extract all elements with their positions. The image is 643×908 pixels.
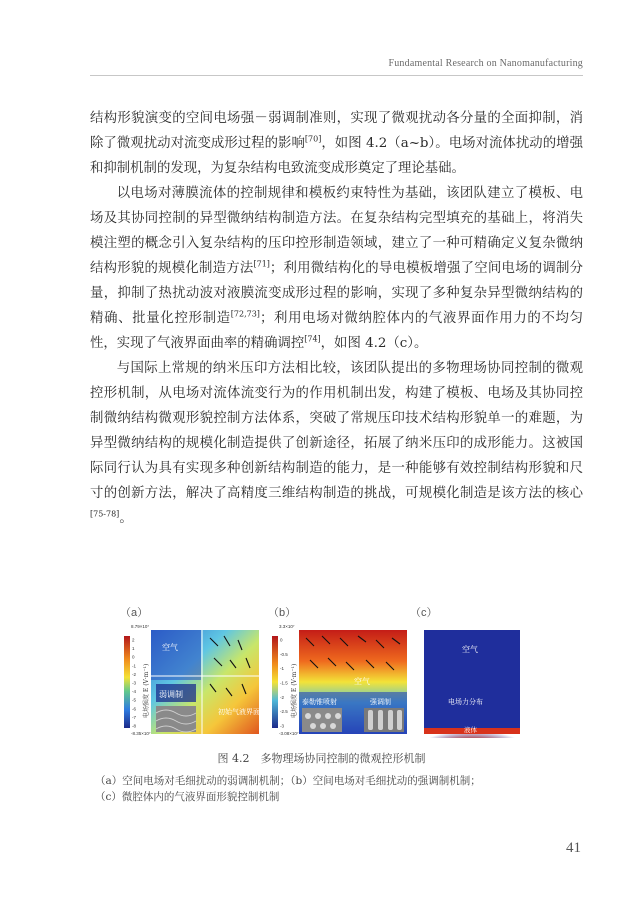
- panel-b: [266, 618, 416, 738]
- subcaption-line-2: （c）微腔体内的气液界面形貌控制机制: [95, 791, 280, 803]
- figure-4-2: [118, 604, 548, 746]
- text-segment: ，如图 4.2（a~b）。电场对流体扰动的增强和抑制机制的发现，为复杂结构电致流变成形奠定了理论基础。: [90, 136, 583, 176]
- colorbar-tick-label: -6: [132, 706, 137, 712]
- panel-a-weak-label: 弱调制: [159, 690, 183, 699]
- panel-b-cbar-max: 3.3×10⁷: [279, 624, 295, 629]
- panel-b-taylor-label: 泰勒锥喷射: [302, 698, 337, 706]
- citation-ref: [74]: [304, 334, 321, 344]
- colorbar-tick-label: -8: [132, 723, 137, 729]
- colorbar-tick-label: -2: [132, 671, 137, 677]
- panel-c: [418, 618, 528, 738]
- paragraph-2: [90, 181, 583, 356]
- citation-ref: [75-78]: [90, 509, 120, 519]
- panel-b-ticks: [280, 638, 288, 729]
- colorbar-tick-label: -4: [132, 689, 137, 695]
- panel-b-label: （b）: [268, 607, 297, 619]
- panel-c-label: （c）: [410, 607, 438, 619]
- running-header: Fundamental Research on Nanomanufacturing: [388, 58, 583, 69]
- panel-b-axis-label: 电场强度 E (V·m⁻¹): [291, 663, 298, 718]
- colorbar-tick-label: -1.5: [280, 680, 288, 686]
- text-segment: 与国际上常规的纳米压印方法相比较，该团队提出的多物理场协同控制的微观控形机制，从电场对流体流变行为的作用机制出发，构建了模板、电场及其协同控制微纳结构微观形貌控制方法体系，突破了常规压印技术结构形貌单一的难题，为异型微纳结构的规模化制造提供了创新途径，拓展了纳米压印的成形能力。这被国际同行认为具有实现多种创新结构制造的能力，是一种能够有效控制结构形貌和尺寸的创新方法，解决了高精度三维结构制造的挑战，可规模化制造是该方法的核心: [90, 361, 583, 501]
- colorbar-tick-label: -2: [280, 694, 285, 700]
- panel-a-cbar-max: 8.79×10⁷: [131, 624, 150, 629]
- panel-c-air-label: 空气: [462, 645, 478, 654]
- colorbar-tick-label: -0.5: [280, 651, 288, 657]
- header-rule: [90, 75, 583, 76]
- panel-c-force-label: 电场力分布: [448, 698, 483, 706]
- panel-a-sem-image: [156, 706, 196, 732]
- panel-a-label: （a）: [120, 607, 149, 619]
- colorbar-tick-label: 0: [132, 654, 135, 660]
- colorbar-tick-label: -5: [132, 697, 137, 703]
- text-segment: 结构形貌演变的空间电场强－弱调制准则，实现了微观扰动各分量的全面抑制，消除了微观扰动对流变成形过程的影响: [90, 111, 583, 151]
- text-segment: ；利用电场对微纳腔体内的气液界面作用力的不均匀性，实现了气液界面曲率的精确调控: [90, 311, 584, 351]
- panel-a-axis-label: 电场强度 E (V·m⁻¹): [143, 663, 150, 718]
- citation-ref: [72,73]: [230, 309, 260, 319]
- panel-b-strong-label: 强调制: [370, 698, 391, 706]
- figure-subcaptions: [95, 773, 481, 805]
- panel-c-liquid-label: 液体: [464, 726, 477, 734]
- paragraph-1: [90, 106, 583, 181]
- figure-caption: 图 4.2 多物理场协同控制的微观控形机制: [217, 752, 426, 765]
- colorbar-tick-label: -3: [132, 680, 137, 686]
- panel-a-cbar-min: -8.35×10⁷: [131, 731, 151, 736]
- text-segment: 。: [119, 511, 133, 526]
- citation-ref: [70]: [304, 134, 322, 144]
- panel-a: [118, 618, 268, 738]
- panel-a-ticks: [132, 638, 136, 729]
- colorbar-tick-label: 2: [132, 637, 135, 643]
- colorbar-tick-label: -2.5: [280, 709, 288, 715]
- panel-a-colorbar: [124, 636, 130, 728]
- text-segment: ；利用微结构化的导电模板增强了空间电场的调制分量，抑制了热扰动波对液膜流变成形过程的影响，实现了多种复杂异型微纳结构的精确、批量化控形制造: [90, 261, 584, 326]
- panel-a-interface-label: [218, 707, 260, 716]
- colorbar-tick-label: -7: [132, 714, 137, 720]
- panel-a-interface-label-text: 初始气液界面: [218, 708, 260, 716]
- subcaption-line-1: （a）空间电场对毛细扰动的弱调制机制；（b）空间电场对毛细扰动的强调制机制；: [95, 775, 481, 787]
- colorbar-tick-label: 0: [280, 637, 283, 643]
- panel-b-air-label: 空气: [354, 677, 370, 686]
- citation-ref: [71]: [253, 259, 270, 269]
- colorbar-tick-label: -1: [132, 663, 137, 669]
- body-text: [90, 106, 583, 531]
- panel-a-air-label: 空气: [162, 643, 178, 652]
- colorbar-tick-label: -3: [280, 723, 285, 729]
- paragraph-3: [90, 356, 583, 531]
- text-segment: 以电场对薄膜流体的控制规律和模板约束特性为基础，该团队建立了模板、电场及其协同控制的异型微纳结构制造方法。在复杂结构完型填充的基础上，将消失模注塑的概念引入复杂结构的压印控形制造领域，建立了一种可精确定义复杂微纳结构形貌的规模化制造方法: [90, 186, 583, 276]
- panel-b-cbar-min: -3.08×10⁷: [279, 731, 299, 736]
- colorbar-tick-label: -1: [280, 666, 285, 672]
- panel-b-colorbar: [272, 636, 278, 728]
- colorbar-tick-label: 1: [132, 646, 135, 652]
- text-segment: ，如图 4.2（c）。: [320, 336, 428, 351]
- page-number: 41: [566, 840, 581, 856]
